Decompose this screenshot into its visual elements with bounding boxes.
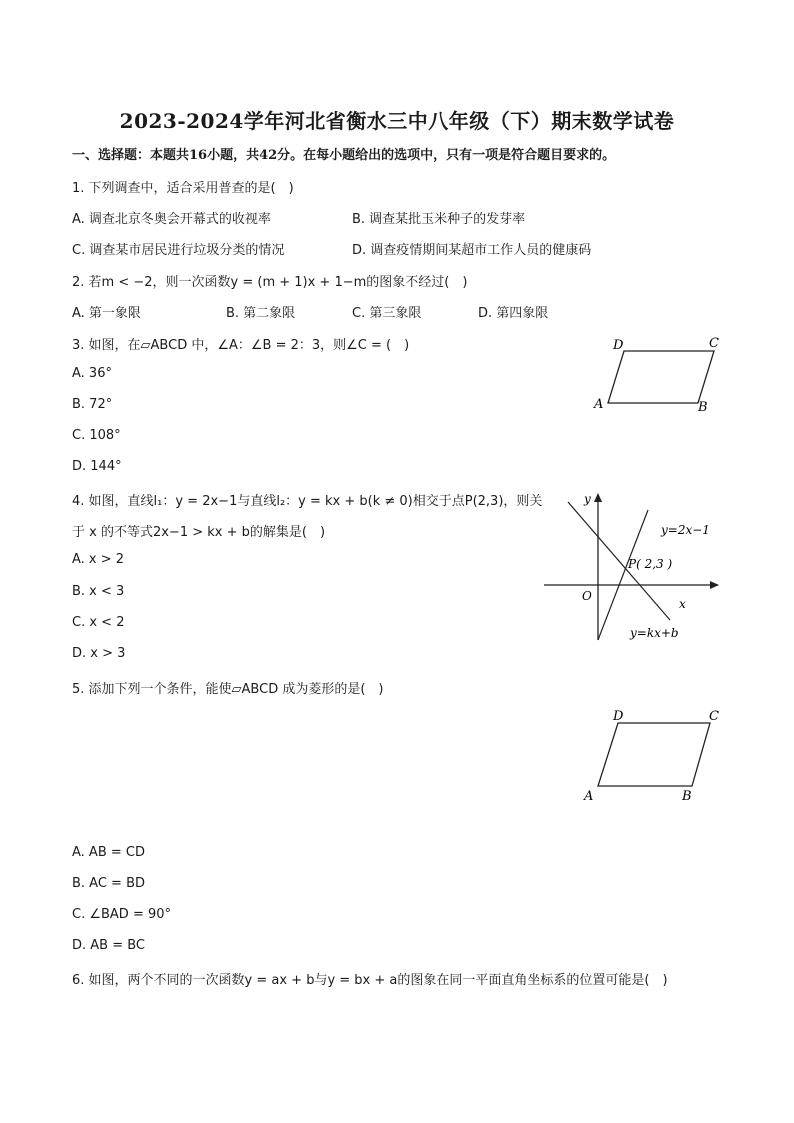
vertex-label-c: C: [709, 709, 719, 724]
vertex-label-d: D: [613, 338, 624, 353]
vertex-label-a: A: [594, 397, 604, 412]
parallelogram-abcd: [608, 351, 714, 403]
q3-option-c: C. 108°: [72, 428, 121, 443]
q4-option-c: C. x < 2: [72, 615, 125, 630]
vertex-label-a: A: [584, 789, 594, 804]
q5-option-d: D. AB = BC: [72, 938, 146, 953]
q5-option-b: B. AC = BD: [72, 876, 146, 891]
q4-option-a: A. x > 2: [72, 552, 125, 567]
vertex-label-c: C: [709, 336, 719, 351]
question-3-stem: 3. 如图，在▱ABCD 中，∠A：∠B = 2：3，则∠C = ( ): [72, 338, 410, 353]
q1-option-a: A. 调查北京冬奥会开幕式的收视率: [72, 212, 271, 227]
question-1-stem: 1. 下列调查中，适合采用普查的是( ): [72, 181, 294, 196]
parallelogram-abcd: [598, 723, 710, 786]
y-axis-label: y: [584, 492, 591, 506]
q3-option-b: B. 72°: [72, 397, 113, 412]
q3-option-d: D. 144°: [72, 459, 122, 474]
line-l1: [598, 510, 648, 640]
q1-option-b: B. 调查某批玉米种子的发芽率: [352, 212, 526, 227]
q1-option-d: D. 调查疫情期间某超市工作人员的健康码: [352, 243, 592, 258]
vertex-label-d: D: [613, 709, 624, 724]
q3-option-a: A. 36°: [72, 366, 112, 381]
question-4-stem-line2: 于 x 的不等式2x−1 > kx + b的解集是( ): [72, 525, 326, 540]
line-l1-label: y=2x−1: [661, 523, 710, 537]
question-2-stem: 2. 若m < −2，则一次函数y = (m + 1)x + 1−m的图象不经过( ): [72, 275, 468, 290]
q4-option-b: B. x < 3: [72, 584, 125, 599]
line-graph-figure-q4: [540, 488, 725, 646]
point-p-label: P( 2,3 ): [628, 557, 673, 571]
q2-option-a: A. 第一象限: [72, 306, 141, 321]
question-4-stem-line1: 4. 如图，直线l₁：y = 2x−1与直线l₂：y = kx + b(k ≠ 0)相交于点P(2,3)，则关: [72, 494, 543, 509]
parallelogram-figure-q3: [588, 334, 728, 418]
parallelogram-figure-q5: [578, 706, 728, 806]
vertex-label-b: B: [698, 400, 708, 415]
line-l2-label: y=kx+b: [630, 626, 679, 640]
q5-option-a: A. AB = CD: [72, 845, 145, 860]
q1-option-c: C. 调查某市居民进行垃圾分类的情况: [72, 243, 285, 258]
q2-option-c: C. 第三象限: [352, 306, 422, 321]
question-5-stem: 5. 添加下列一个条件，能使▱ABCD 成为菱形的是( ): [72, 682, 384, 697]
section-header: 一、选择题：本题共16小题，共42分。在每小题给出的选项中，只有一项是符合题目要求的。: [72, 148, 616, 163]
q5-option-c: C. ∠BAD = 90°: [72, 907, 172, 922]
page-title: 2023-2024学年河北省衡水三中八年级（下）期末数学试卷: [119, 109, 675, 133]
q4-option-d: D. x > 3: [72, 646, 126, 661]
q2-option-b: B. 第二象限: [226, 306, 296, 321]
x-axis-label: x: [679, 597, 686, 611]
origin-label: O: [582, 589, 592, 603]
question-6-stem: 6. 如图，两个不同的一次函数y = ax + b与y = bx + a的图象在同一平面直角坐标系的位置可能是( ): [72, 973, 668, 988]
q2-option-d: D. 第四象限: [478, 306, 549, 321]
vertex-label-b: B: [682, 789, 692, 804]
